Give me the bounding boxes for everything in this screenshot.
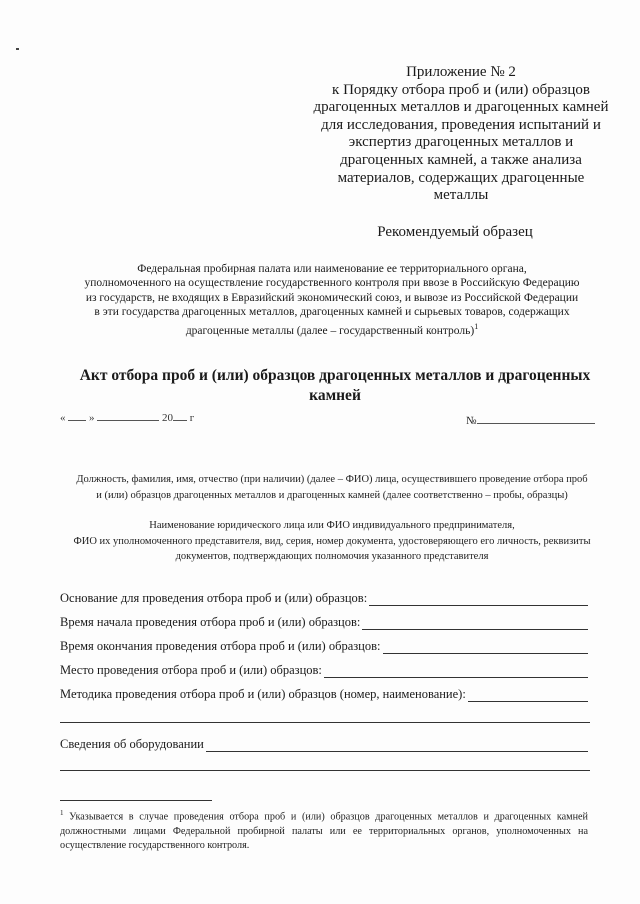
number-blank[interactable] (477, 412, 595, 424)
act-title (60, 366, 610, 406)
month-blank[interactable] (97, 420, 159, 421)
appendix-line: к Порядку отбора проб и (или) образцов (332, 81, 590, 98)
appendix-line: материалов, содержащих драгоценные (337, 169, 585, 186)
appendix-header (296, 64, 626, 205)
equipment-field[interactable] (60, 736, 588, 752)
equipment-input-line[interactable] (206, 739, 588, 752)
authority-line: в эти государства драгоценных металлов, драгоценных камней и сырьевых товаров, содержащих (94, 306, 570, 319)
title-line: камней (309, 387, 361, 404)
place-input-line[interactable] (324, 665, 588, 678)
authority-line: из государств, не входящих в Евразийский экономический союз, и вывозе из Российской Федерации (85, 291, 579, 304)
authority-line-text: драгоценные металлы (далее – государственный контроль) (185, 324, 475, 337)
person-caption-line: Должность, фамилия, имя, отчество (при наличии) (далее – ФИО) лица, осуществившего проведение отбора проб (76, 474, 588, 485)
recommended-sample-label: Рекомендуемый образец (377, 224, 533, 240)
appendix-line: металлы (433, 187, 489, 204)
appendix-line: Приложение № 2 (406, 64, 516, 80)
footnote (60, 806, 588, 854)
authority-line: уполномоченного на осуществление государственного контроля при ввозе в Российскую Федерацию (84, 277, 580, 290)
footnote-text: Указывается в случае проведения отбора проб и (или) образцов драгоценных металлов и драгоценных камней должностными лицами Федеральной пробирной палаты или ее территориальных органов, уполномоченных на осуществление государственного контроля. (60, 811, 589, 852)
day-blank[interactable] (68, 420, 86, 421)
equipment-continuation-line[interactable] (60, 770, 590, 771)
entity-caption-line: документов, подтверждающих полномочия указанного представителя (175, 551, 489, 562)
title-line: Акт отбора проб и (или) образцов драгоценных металлов и драгоценных (79, 367, 591, 384)
entity-caption-line: ФИО их уполномоченного представителя, вид, серия, номер документа, удостоверяющего его личность, реквизиты (73, 535, 591, 547)
year-blank[interactable] (173, 420, 187, 421)
authority-caption (52, 262, 612, 338)
entity-caption (52, 518, 612, 565)
equipment-label: Сведения об оборудовании (60, 737, 204, 751)
place-label: Место проведения отбора проб и (или) образцов: (60, 663, 322, 677)
scan-mark (16, 48, 19, 50)
end-time-field[interactable] (60, 638, 588, 654)
authority-line: Федеральная пробирная палата или наименование ее территориального органа, (137, 263, 527, 275)
method-continuation-line[interactable] (60, 722, 590, 723)
appendix-line: для исследования, проведения испытаний и (321, 116, 601, 133)
date-field[interactable] (60, 412, 194, 424)
footnote-number: 1 (60, 809, 64, 817)
date-open-quote: « (60, 412, 66, 424)
appendix-line: драгоценных металлов и драгоценных камней (313, 99, 609, 116)
place-field[interactable] (60, 662, 588, 678)
act-number-field[interactable] (466, 412, 595, 427)
basis-field[interactable] (60, 590, 588, 606)
appendix-line: драгоценных камней, а также анализа (340, 151, 582, 168)
method-input-line[interactable] (468, 689, 588, 702)
end-time-label: Время окончания проведения отбора проб и (или) образцов: (60, 639, 381, 653)
number-label: № (466, 415, 477, 427)
person-caption (52, 472, 612, 504)
start-time-field[interactable] (60, 614, 588, 630)
person-caption-line: и (или) образцов драгоценных металлов и драгоценных камней (далее соответственно – пробы, образцы) (96, 490, 568, 501)
footnote-separator (60, 800, 212, 801)
basis-label: Основание для проведения отбора проб и (или) образцов: (60, 591, 368, 605)
year-prefix: 20 (162, 412, 173, 424)
method-label: Методика проведения отбора проб и (или) образцов (номер, наименование): (60, 687, 466, 701)
year-suffix: г (189, 412, 195, 424)
start-time-label: Время начала проведения отбора проб и (или) образцов: (60, 615, 361, 629)
start-time-input-line[interactable] (362, 617, 588, 630)
basis-input-line[interactable] (369, 593, 588, 606)
appendix-line: экспертиз драгоценных металлов и (348, 134, 574, 151)
footnote-reference: 1 (474, 321, 479, 331)
date-close-quote: » (89, 412, 95, 424)
authority-line (52, 320, 612, 338)
method-field[interactable] (60, 686, 588, 702)
end-time-input-line[interactable] (383, 641, 589, 654)
entity-caption-line: Наименование юридического лица или ФИО индивидуального предпринимателя, (149, 520, 515, 531)
